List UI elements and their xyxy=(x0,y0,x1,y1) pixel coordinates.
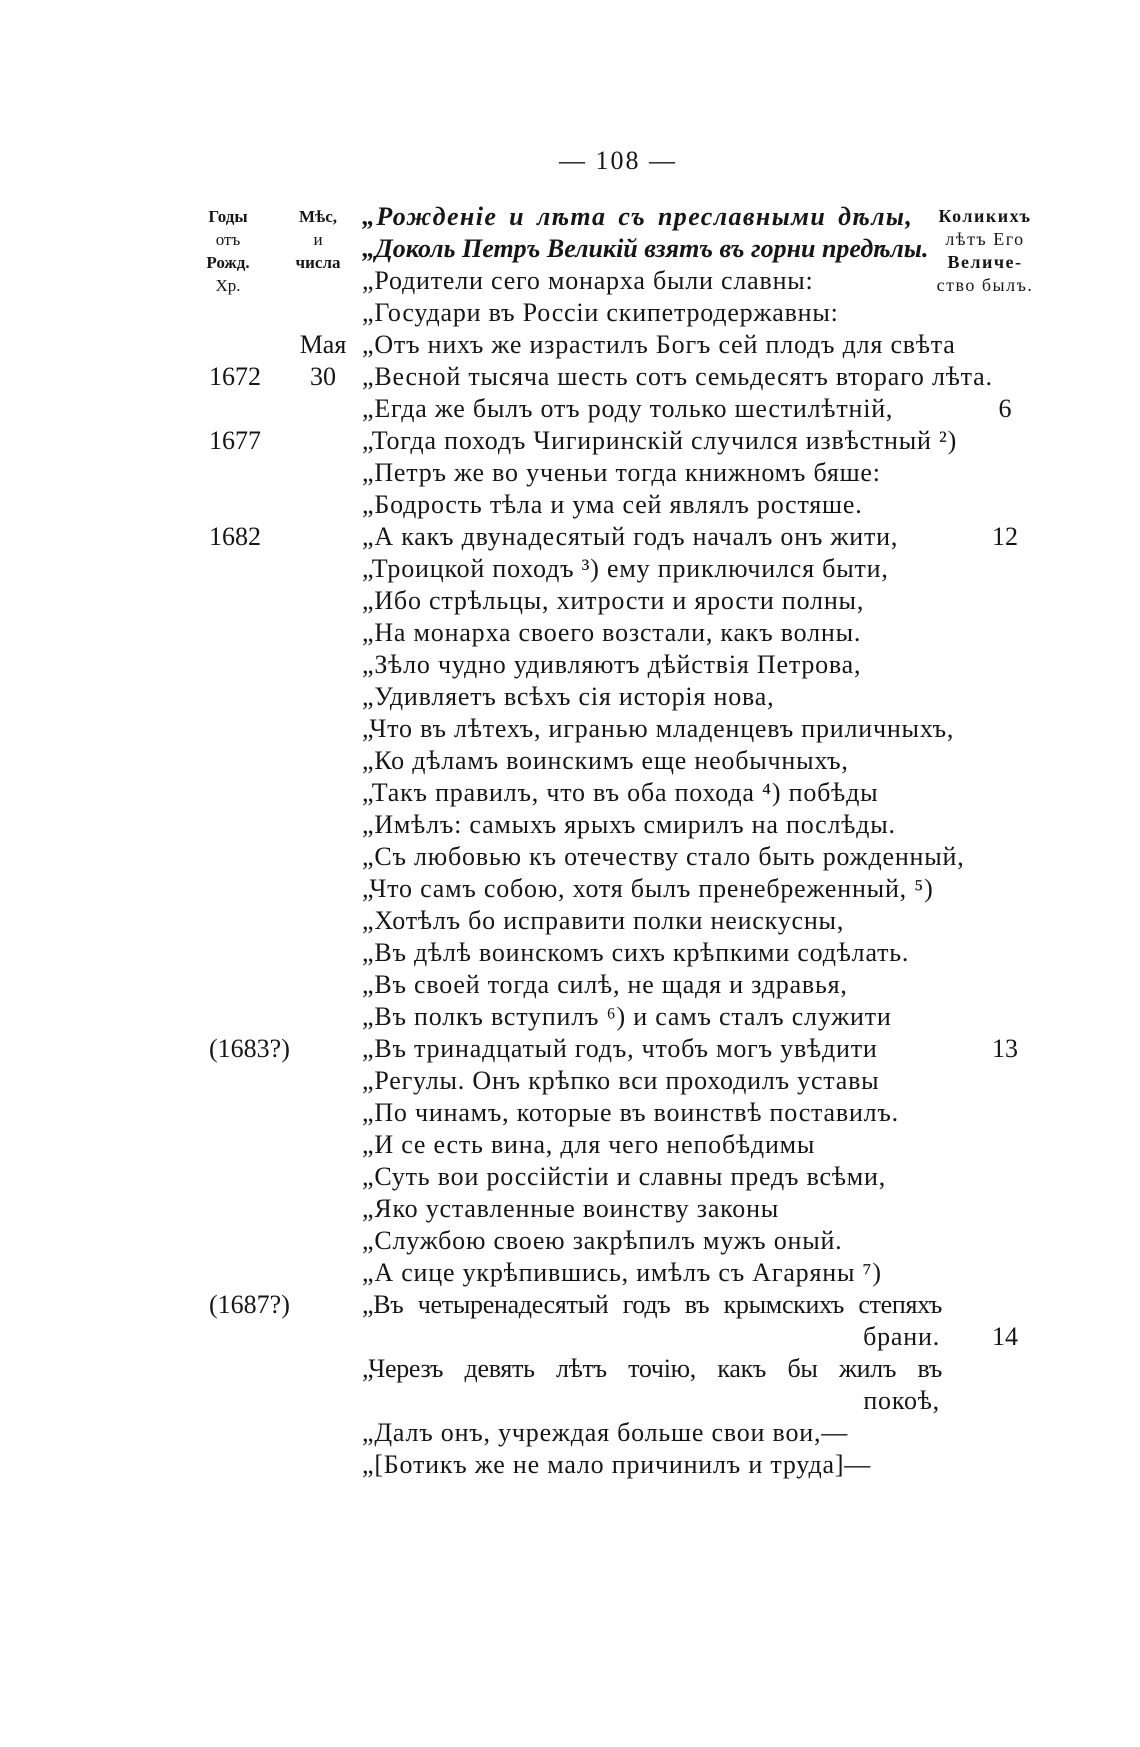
verse-text: „Службою своею закрѣпилъ мужъ оный. xyxy=(362,1226,843,1255)
date-cell: 30 xyxy=(310,362,336,391)
verse-line xyxy=(0,489,1140,521)
verse-line xyxy=(0,1289,1140,1321)
verse-line xyxy=(0,1417,1140,1449)
verse-line xyxy=(0,329,1140,361)
year-cell: 1672 xyxy=(209,362,261,391)
verse-line xyxy=(0,873,1140,905)
verse-text: „Отъ нихъ же израстилъ Богъ сей плодъ для свѣта xyxy=(362,330,956,359)
verse-text: „Регулы. Онъ крѣпко вси проходилъ уставы xyxy=(362,1066,880,1095)
verse-text: „Ко дѣламъ воинскимъ еще необычныхъ, xyxy=(362,746,849,775)
verse-text: „А какъ двунадесятый годъ началъ онъ жити, xyxy=(362,522,899,551)
year-cell: (1687?) xyxy=(209,1290,290,1319)
verse-line xyxy=(0,1321,1140,1353)
age-cell: 13 xyxy=(992,1034,1018,1063)
verse-continuation: брани. xyxy=(863,1322,940,1351)
verse-text: „Такъ правилъ, что въ оба похода ⁴) побѣды xyxy=(362,778,879,807)
verse-text: „Удивляетъ всѣхъ сія исторія нова, xyxy=(362,682,775,711)
verse-line xyxy=(0,1385,1140,1417)
verse-text: „Родители сего монарха были славны: xyxy=(362,266,814,295)
verse-text: „Что въ лѣтехъ, игранью младенцевъ приличныхъ, xyxy=(362,714,955,743)
verse-text: „Зѣло чудно удивляютъ дѣйствія Петрова, xyxy=(362,650,862,679)
verse-line xyxy=(0,1193,1140,1225)
verse-line xyxy=(0,809,1140,841)
verse-text: „Егда же былъ отъ роду только шестилѣтній, xyxy=(362,394,894,423)
verse-text: „Въ полкъ вступилъ ⁶) и самъ сталъ служити xyxy=(362,1002,892,1031)
verse-text: „Далъ онъ, учреждая больше свои вои,— xyxy=(362,1418,849,1447)
header-line: числа xyxy=(295,253,341,272)
verse-line xyxy=(0,1353,1140,1385)
verse-text: „Петръ же во ученьи тогда книжномъ бяше: xyxy=(362,458,881,487)
verse-title-text: „Рожденіе и лѣта съ преславными дѣлы, xyxy=(362,202,914,231)
verse-title-text: „Доколь Петръ Великій взятъ въ горни предѣлы. xyxy=(362,234,929,263)
year-cell: 1677 xyxy=(209,426,261,455)
verse-line xyxy=(0,425,1140,457)
header-line: Хр. xyxy=(215,276,241,295)
verse-line xyxy=(0,585,1140,617)
verse-text: „Яко уставленные воинству законы xyxy=(362,1194,780,1223)
header-line: отъ xyxy=(215,230,241,249)
verse-line xyxy=(0,553,1140,585)
verse-line xyxy=(0,521,1140,553)
verse-text: „Бодрость тѣла и ума сей являлъ ростяше. xyxy=(362,490,863,519)
verse-line xyxy=(0,745,1140,777)
verse-text: „На монарха своего возстали, какъ волны. xyxy=(362,618,862,647)
verse-line xyxy=(0,1449,1140,1481)
verse-line xyxy=(0,841,1140,873)
verse-text: „Въ тринадцатый годъ, чтобъ могъ увѣдити xyxy=(362,1034,878,1063)
verse-line xyxy=(0,361,1140,393)
year-cell: (1683?) xyxy=(209,1034,290,1063)
verse-line xyxy=(0,713,1140,745)
verse-text: „А сице укрѣпившись, имѣлъ съ Агаряны ⁷) xyxy=(362,1258,882,1287)
verse-line xyxy=(0,777,1140,809)
verse-text: „И се есть вина, для чего непобѣдимы xyxy=(362,1130,816,1159)
verse-text: „Съ любовью къ отечеству стало быть рожденный, xyxy=(362,842,965,871)
verse-text: „Государи въ Россіи скипетродержавны: xyxy=(362,298,839,327)
header-line: лѣтъ Его xyxy=(945,229,1025,249)
verse-line xyxy=(0,297,1140,329)
date-cell: Мая xyxy=(299,330,347,359)
verse-line xyxy=(0,937,1140,969)
year-cell: 1682 xyxy=(209,522,261,551)
verse-line xyxy=(0,1257,1140,1289)
verse-text: „Хотѣлъ бо исправити полки неискусны, xyxy=(362,906,845,935)
verse-table xyxy=(0,201,1140,1481)
header-line: ство былъ. xyxy=(936,275,1034,295)
age-cell: 14 xyxy=(992,1322,1018,1351)
verse-text: „Тогда походъ Чигиринскій случился извѣстный ²) xyxy=(362,426,958,455)
header-line: и xyxy=(313,230,323,249)
verse-line xyxy=(0,1161,1140,1193)
verse-line xyxy=(0,457,1140,489)
verse-text: „[Ботикъ же не мало причинилъ и труда]— xyxy=(362,1450,872,1479)
verse-line xyxy=(0,1225,1140,1257)
verse-continuation: покоѣ, xyxy=(863,1386,940,1415)
verse-line xyxy=(0,1097,1140,1129)
verse-text: „Весной тысяча шесть сотъ семьдесятъ втораго лѣта. xyxy=(362,362,993,391)
verse-line xyxy=(0,1129,1140,1161)
verse-line xyxy=(0,969,1140,1001)
verse-line xyxy=(0,1033,1140,1065)
header-line: Рожд. xyxy=(206,253,250,272)
verse-line xyxy=(0,265,1140,297)
verse-text: „Троицкой походъ ³) ему приключился быти, xyxy=(362,554,889,583)
verse-line xyxy=(0,1001,1140,1033)
verse-line xyxy=(0,393,1140,425)
verse-line xyxy=(0,649,1140,681)
verse-text: „Въ своей тогда силѣ, не щадя и здравья, xyxy=(362,970,848,999)
verse-text: „Черезъ девять лѣтъ точію, какъ бы жилъ въ xyxy=(362,1354,942,1383)
verse-text: „Въ дѣлѣ воинскомъ сихъ крѣпкими содѣлать. xyxy=(362,938,910,967)
verse-text: „Суть вои россійстіи и славны предъ всѣми, xyxy=(362,1162,887,1191)
header-line: Годы xyxy=(208,207,248,226)
verse-text: „Имѣлъ: самыхъ ярыхъ смирилъ на послѣды. xyxy=(362,810,896,839)
verse-text: „Въ четыренадесятый годъ въ крымскихъ степяхъ xyxy=(362,1290,942,1319)
verse-text: „По чинамъ, которые въ воинствѣ поставилъ. xyxy=(362,1098,899,1127)
verse-line xyxy=(0,1065,1140,1097)
page-number: — 108 — xyxy=(559,146,677,175)
header-line: Коликихъ xyxy=(938,206,1032,226)
verse-line xyxy=(0,905,1140,937)
verse-text: „Что самъ собою, хотя былъ пренебреженный, ⁵) xyxy=(362,874,934,903)
header-line: Мѣс, xyxy=(298,207,338,226)
verse-line xyxy=(0,201,1140,233)
age-cell: 12 xyxy=(992,522,1018,551)
verse-line xyxy=(0,681,1140,713)
header-line: Величе- xyxy=(947,252,1023,272)
verse-line xyxy=(0,233,1140,265)
verse-text: „Ибо стрѣльцы, хитрости и ярости полны, xyxy=(362,586,865,615)
verse-line xyxy=(0,617,1140,649)
age-cell: 6 xyxy=(998,394,1012,423)
